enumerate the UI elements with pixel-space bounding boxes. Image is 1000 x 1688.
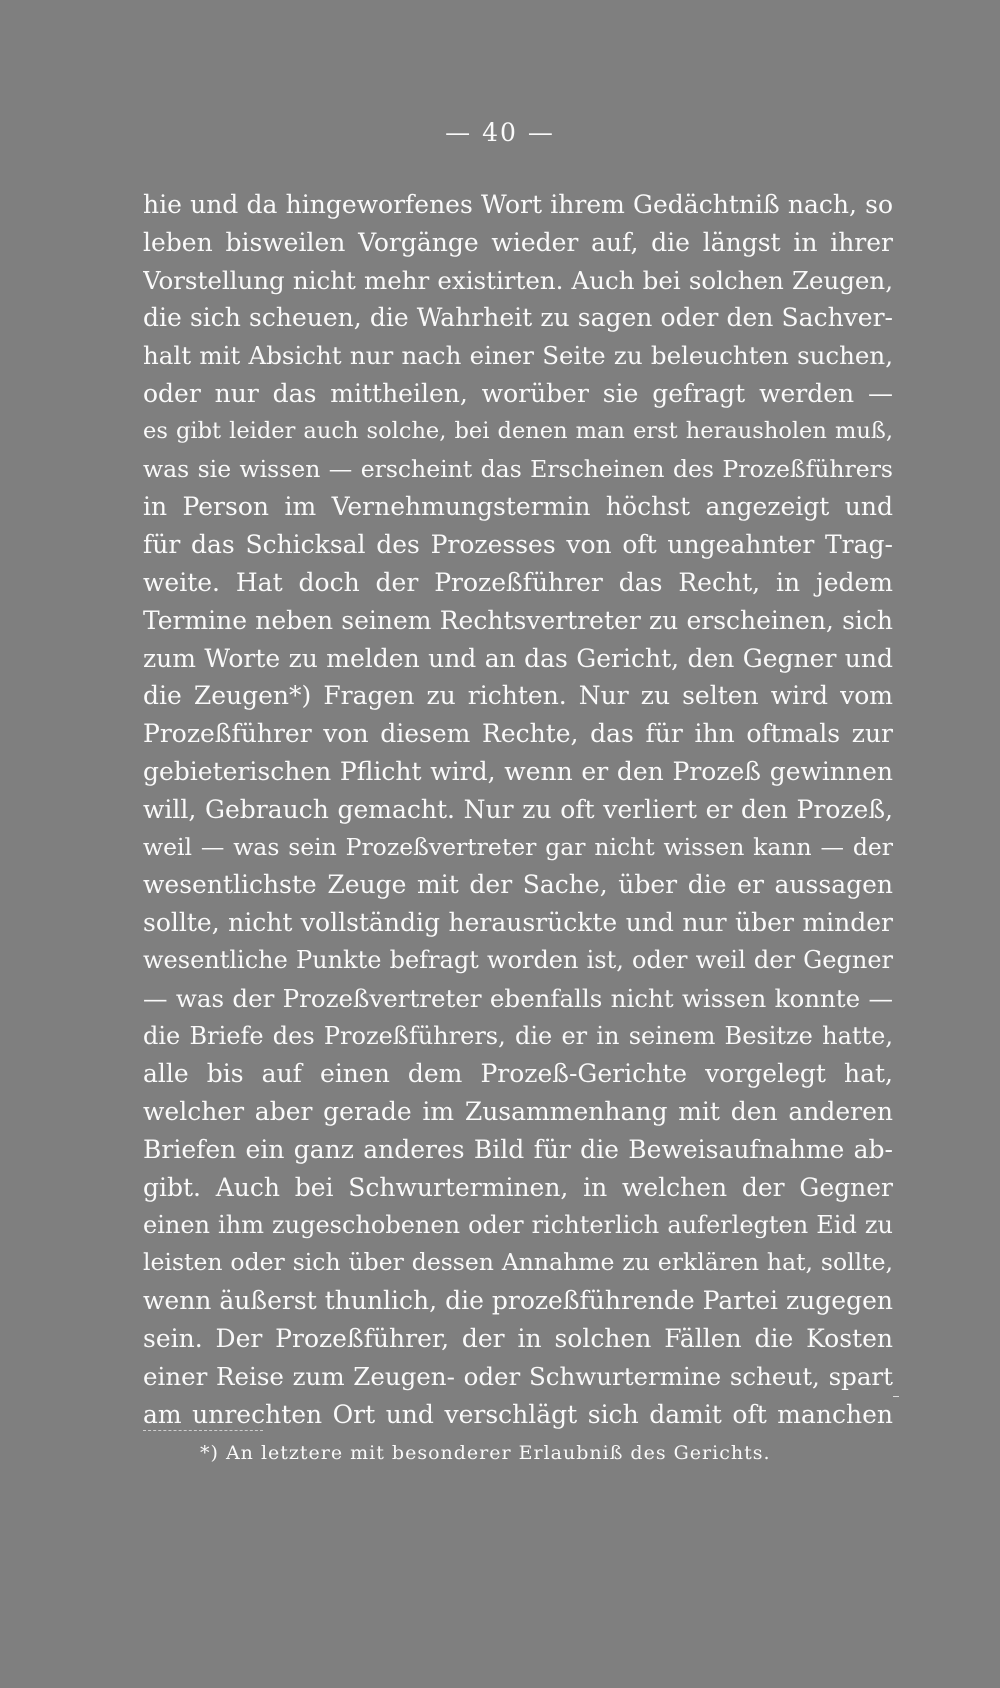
text-line: gebieterischen Pflicht wird, wenn er den Prozeß gewinnen: [143, 756, 893, 786]
text-line: die Briefe des Prozeßführers, die er in seinem Besitze hatte,: [143, 1021, 893, 1050]
text-line: zum Worte zu melden und an das Gericht, den Gegner und: [143, 643, 893, 673]
text-line: für das Schicksal des Prozesses von oft ungeahnter Trag-: [143, 530, 893, 560]
text-line: am unrechten Ort und verschlägt sich damit oft manchen: [143, 1399, 893, 1429]
text-line: sein. Der Prozeßführer, der in solchen Fällen die Kosten: [143, 1323, 893, 1353]
text-line: weil — was sein Prozeßvertreter gar nicht wissen kann — der: [143, 832, 893, 861]
text-line: leisten oder sich über dessen Annahme zu erklären hat, sollte,: [143, 1248, 893, 1277]
text-line: wenn äußerst thunlich, die prozeßführende Partei zugegen: [143, 1286, 893, 1316]
text-line: leben bisweilen Vorgänge wieder auf, die längst in ihrer: [143, 227, 893, 257]
margin-mark: [893, 1396, 899, 1397]
text-line: die sich scheuen, die Wahrheit zu sagen oder den Sachver-: [143, 303, 893, 333]
text-line: gibt. Auch bei Schwurterminen, in welchen der Gegner: [143, 1172, 893, 1202]
text-line: — was der Prozeßvertreter ebenfalls nicht wissen konnte —: [143, 983, 893, 1013]
text-line: oder nur das mittheilen, worüber sie gefragt werden —: [143, 378, 893, 408]
text-line: halt mit Absicht nur nach einer Seite zu beleuchten suchen,: [143, 341, 893, 371]
text-line: hie und da hingeworfenes Wort ihrem Gedächtniß nach, so: [143, 190, 893, 219]
text-line: Briefen ein ganz anderes Bild für die Beweisaufnahme ab-: [143, 1134, 893, 1164]
text-line: wesentlichste Zeuge mit der Sache, über die er aussagen: [143, 870, 893, 900]
text-line: alle bis auf einen dem Prozeß-Gerichte vorgelegt hat,: [143, 1059, 893, 1089]
text-line: Vorstellung nicht mehr existirten. Auch bei solchen Zeugen,: [143, 265, 893, 295]
text-line: die Zeugen*) Fragen zu richten. Nur zu selten wird vom: [143, 681, 893, 711]
text-line: Prozeßführer von diesem Rechte, das für ihn oftmals zur: [143, 719, 893, 749]
text-line: sollte, nicht vollständig herausrückte und nur über minder: [143, 908, 893, 938]
text-line: Termine neben seinem Rechtsvertreter zu erscheinen, sich: [143, 605, 893, 635]
text-line: einen ihm zugeschobenen oder richterlich auferlegten Eid zu: [143, 1210, 893, 1239]
text-line: will, Gebrauch gemacht. Nur zu oft verliert er den Prozeß,: [143, 794, 893, 824]
text-line: in Person im Vernehmungstermin höchst angezeigt und: [143, 492, 893, 522]
body-text: [143, 186, 893, 1433]
footnote: *) An letztere mit besonderer Erlaubniß des Gerichts.: [200, 1442, 771, 1464]
footnote-rule: [143, 1430, 263, 1431]
text-line: weite. Hat doch der Prozeßführer das Recht, in jedem: [143, 567, 893, 597]
text-line: es gibt leider auch solche, bei denen man erst herausholen muß,: [143, 417, 893, 444]
page-number: — 40 —: [445, 118, 555, 147]
text-line: einer Reise zum Zeugen- oder Schwurtermine scheut, spart: [143, 1361, 893, 1391]
text-line: was sie wissen — erscheint das Erscheinen des Prozeßführers: [143, 454, 893, 483]
text-line: wesentliche Punkte befragt worden ist, oder weil der Gegner: [143, 945, 893, 974]
text-line: welcher aber gerade im Zusammenhang mit den anderen: [143, 1097, 893, 1127]
